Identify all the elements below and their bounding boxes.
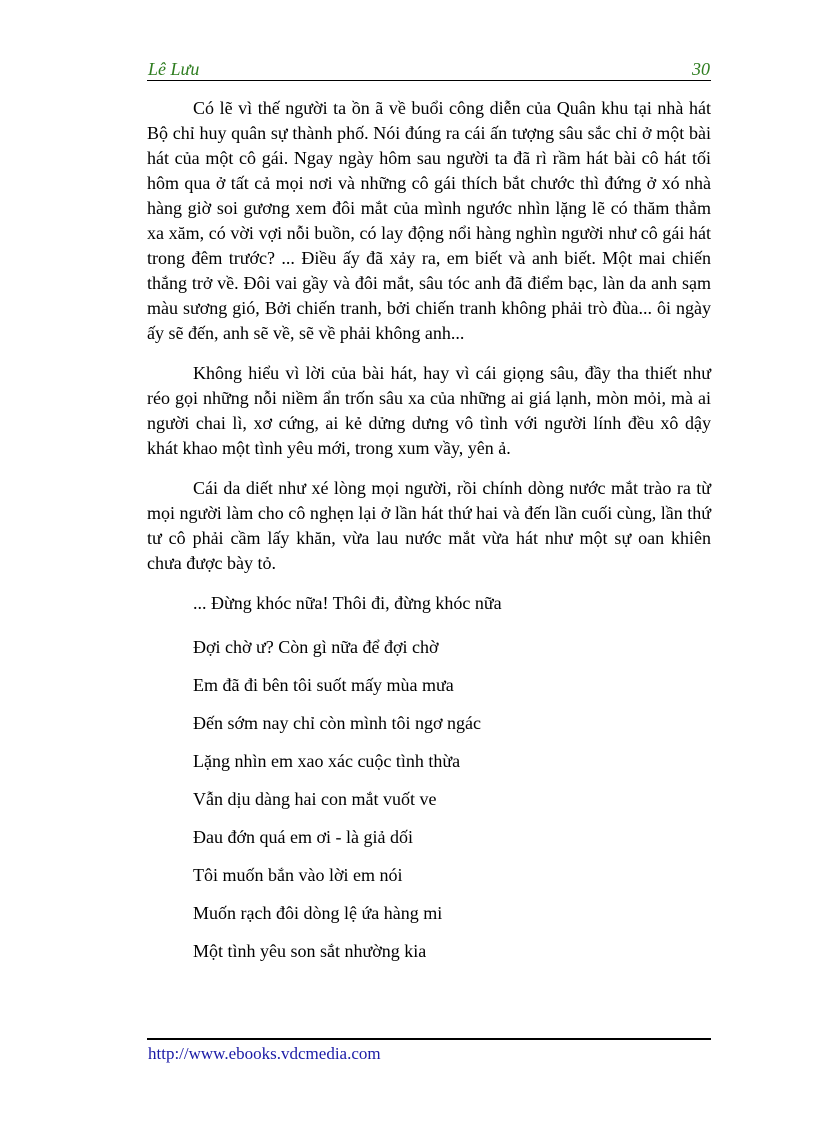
page-number: 30 bbox=[692, 59, 710, 79]
verse-line: Tôi muốn bắn vào lời em nói bbox=[193, 865, 403, 885]
author-name: Lê Lưu bbox=[148, 59, 200, 79]
verse-line: Một tình yêu son sắt nhường kia bbox=[193, 941, 427, 961]
page-body bbox=[147, 96, 711, 970]
footer-divider bbox=[147, 1038, 711, 1040]
poem-verses bbox=[193, 590, 711, 970]
paragraph-2: Không hiểu vì lời của bài hát, hay vì cái giọng sâu, đầy tha thiết như réo gọi những nỗi niềm ẩn trốn sâu xa của những ai giá lạnh, mòn mỏi, mà ai người chai lì, xơ cứng, ai kẻ dửng dưng vô tình với người lính đều xô dậy khát khao một tình yêu mới, trong xum vầy, yên ả. bbox=[147, 363, 711, 458]
verse-line: ... Đừng khóc nữa! Thôi đi, đừng khóc nữa bbox=[193, 593, 502, 613]
verse-line: Đợi chờ ư? Còn gì nữa để đợi chờ bbox=[193, 637, 439, 657]
paragraph-1: Có lẽ vì thế người ta ồn ã về buổi công diễn của Quân khu tại nhà hát Bộ chỉ huy quân sự thành phố. Nói đúng ra cái ấn tượng sâu sắc chỉ ở một bài hát của một cô gái. Ngay ngày hôm sau người ta đã rì rầm hát bài cô hát tối hôm qua ở tất cả mọi nơi và những cô gái thích bắt chước thì đứng ở xó nhà hàng giờ soi gương xem đôi mắt của mình ngước nhìn lặng lẽ có thăm thẳm xa xăm, có vời vợi nỗi buồn, có lay động nổi hàng nghìn người như cô gái hát trong đêm trước? ... Điều ấy đã xảy ra, em biết và anh biết. Một mai chiến thắng trở về. Đôi vai gầy và đôi mắt, sâu tóc anh đã điểm bạc, làn da anh sạm màu sương gió, Bởi chiến tranh, bởi chiến tranh không phải trò đùa... ôi ngày ấy sẽ đến, anh sẽ về, sẽ về phải không anh... bbox=[147, 98, 711, 343]
verse-line: Vẫn dịu dàng hai con mắt vuốt ve bbox=[193, 789, 437, 809]
page-header bbox=[147, 58, 711, 81]
verse-line: Đến sớm nay chỉ còn mình tôi ngơ ngác bbox=[193, 713, 481, 733]
footer-website-link[interactable]: http://www.ebooks.vdcmedia.com bbox=[148, 1044, 381, 1063]
verse-line: Đau đớn quá em ơi - là giả dối bbox=[193, 827, 413, 847]
verse-line: Lặng nhìn em xao xác cuộc tình thừa bbox=[193, 751, 461, 771]
verse-line: Em đã đi bên tôi suốt mấy mùa mưa bbox=[193, 675, 454, 695]
verse-line: Muốn rạch đôi dòng lệ ứa hàng mi bbox=[193, 903, 443, 923]
paragraph-3: Cái da diết như xé lòng mọi người, rồi chính dòng nước mắt trào ra từ mọi người làm cho cô nghẹn lại ở lần hát thứ hai và đến lần cuối cùng, lần thứ tư cô phải cầm lấy khăn, vừa lau nước mắt vừa hát như một sự oan khiên chưa được bày tỏ. bbox=[147, 478, 711, 573]
